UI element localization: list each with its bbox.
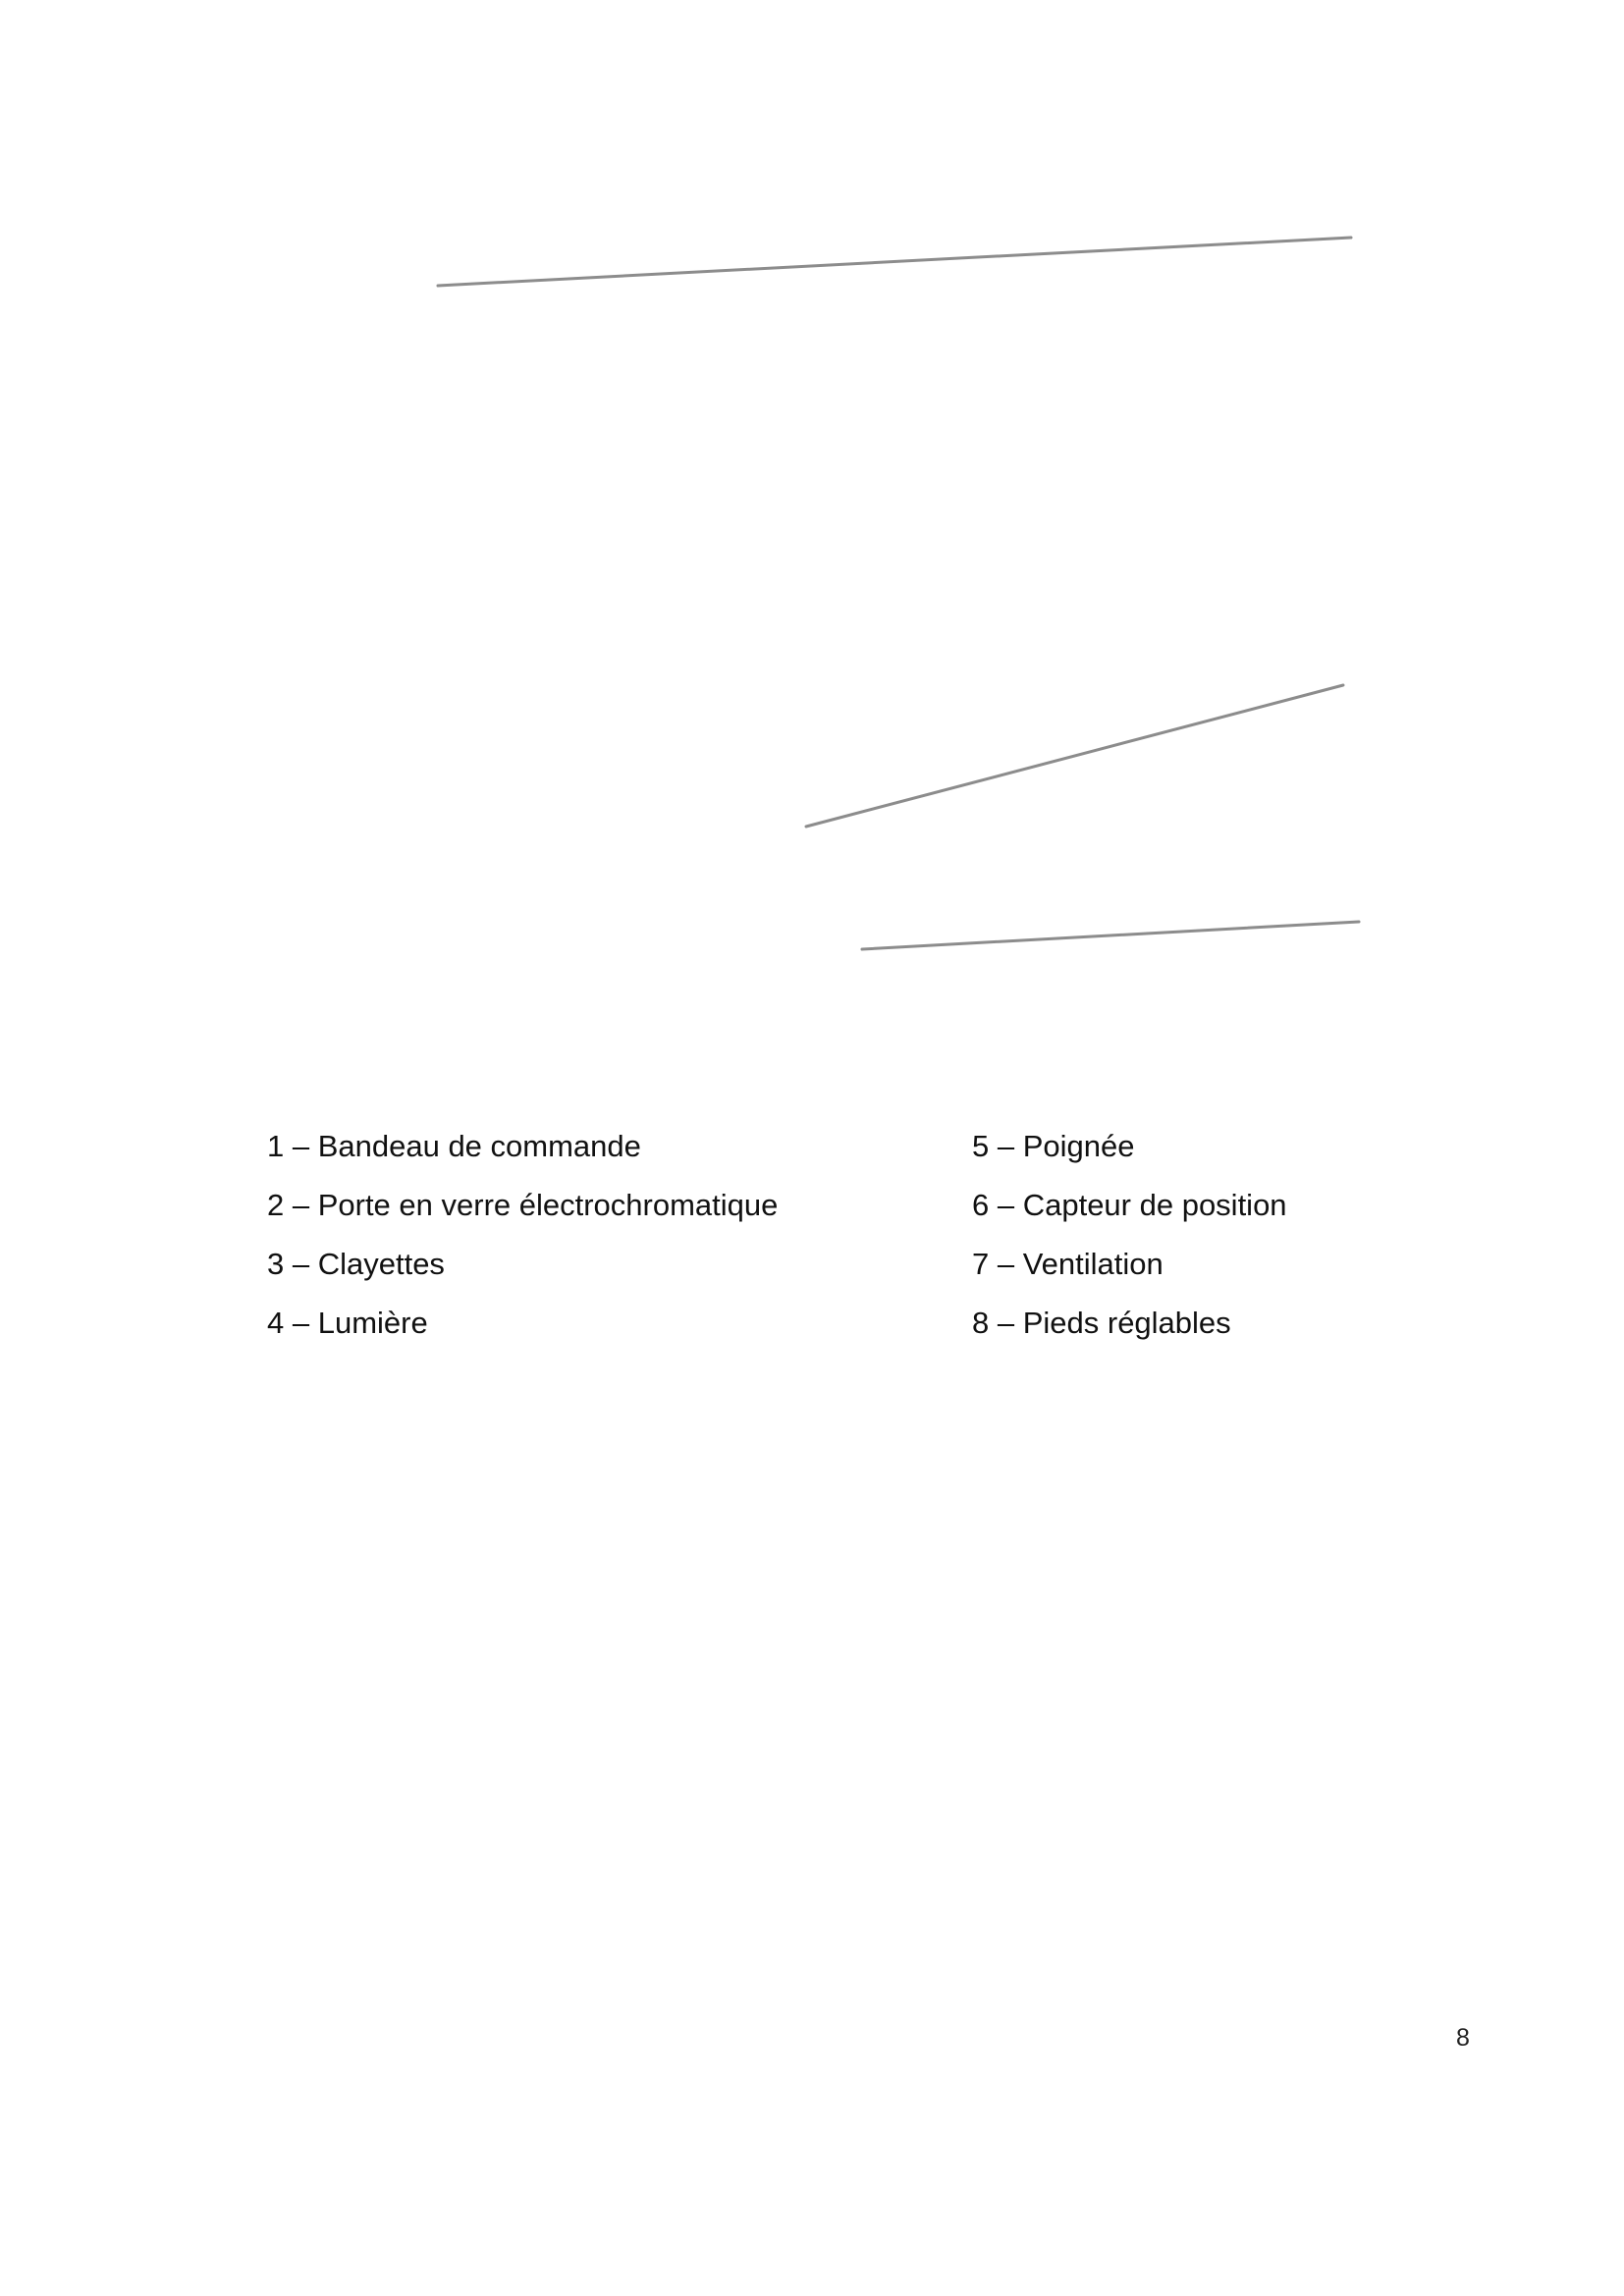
- leader-line: [862, 922, 1359, 949]
- legend-item: 1 – Bandeau de commande: [267, 1129, 641, 1163]
- legend-item: 5 – Poignée: [972, 1129, 1135, 1163]
- legend-item: 7 – Ventilation: [972, 1247, 1164, 1281]
- legend-item: 3 – Clayettes: [267, 1247, 445, 1281]
- legend-item: 8 – Pieds réglables: [972, 1306, 1231, 1340]
- legend-item: 2 – Porte en verre électrochromatique: [267, 1188, 779, 1222]
- leader-line: [806, 685, 1343, 827]
- leader-line: [438, 238, 1351, 286]
- legend-right-column: [972, 1117, 1287, 1353]
- legend-left-column: [267, 1117, 778, 1353]
- page-number: 8: [1456, 2024, 1470, 2052]
- legend-item: 6 – Capteur de position: [972, 1188, 1287, 1222]
- legend-item: 4 – Lumière: [267, 1306, 428, 1340]
